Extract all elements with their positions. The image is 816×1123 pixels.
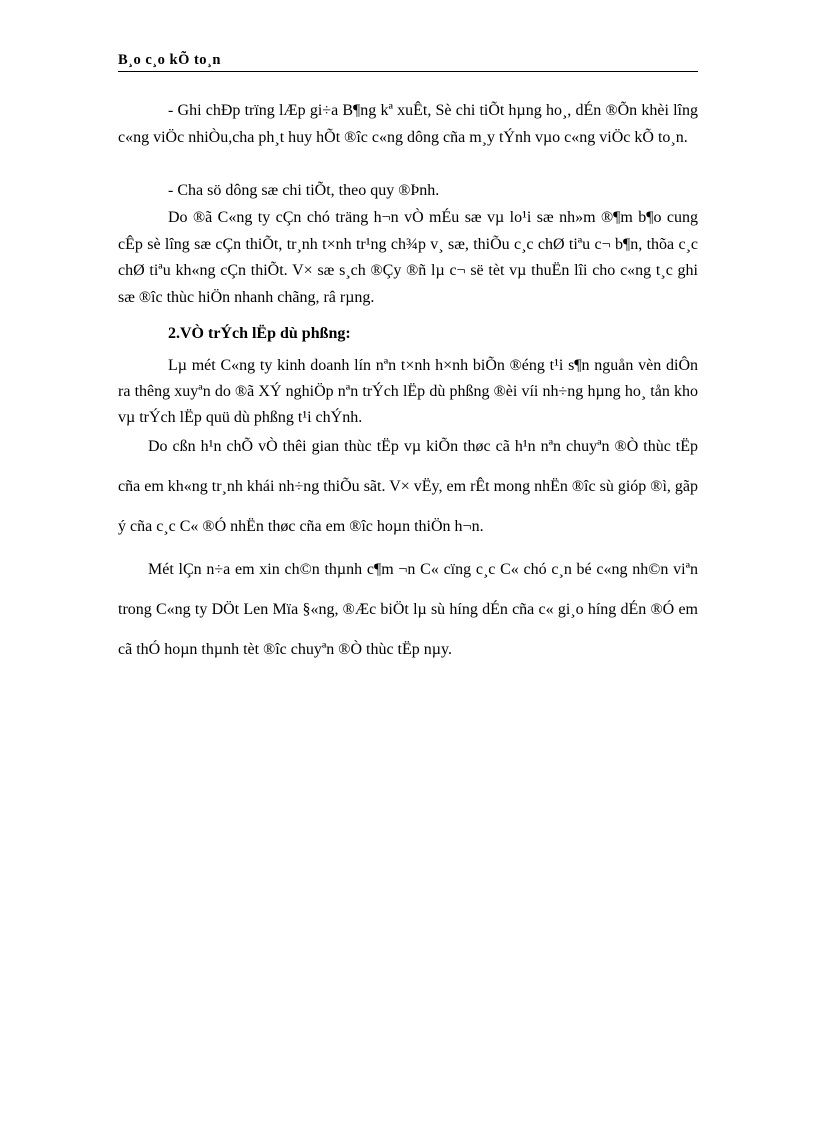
paragraph-detail-ledger: - Cha sö dông sæ chi tiÕt, theo quy ®Þnh. (168, 182, 440, 199)
header-divider (118, 71, 698, 72)
section-heading-provisions: 2.VÒ trÝch lËp dù phßng: (168, 325, 351, 342)
paragraph-limitations: Do cßn h¹n chÕ vÒ thêi gian thùc tËp vµ kiÕn thøc cã h¹n nªn chuyªn ®Ò thùc tËp cña em kh«ng tr¸nh khái nh÷ng thiÕu sãt. V× vËy, em rÊt mong nhËn ®îc sù gióp ®ì, gãp ý cña c¸c C« ®Ó nhËn thøc cña em ®îc hoµn thiÖn h¬n. (118, 438, 698, 535)
paragraph-ledger-forms: Do ®ã C«ng ty cÇn chó träng h¬n vÒ mÉu sæ vµ lo¹i sæ nh»m ®¶m b¶o cung cÊp sè lîng sæ cÇn thiÕt, tr¸nh t×nh tr¹ng ch¾p v¸ sæ, thiÕu c¸c chØ tiªu c¬ b¶n, thõa c¸c chØ tiªu kh«ng cÇn thiÕt. V× sæ s¸ch ®Çy ®ñ lµ c¬ së tèt vµ thuËn lîi cho c«ng t¸c ghi sæ ®îc thùc hiÖn nhanh chãng, râ rµng. (118, 209, 698, 306)
paragraph-duplicate-entries: - Ghi chÐp trïng lÆp gi÷a B¶ng kª xuÊt, Sè chi tiÕt hµng ho¸, dÉn ®Õn khèi lîng c«ng viÖc nhiÒu,cha ph¸t huy hÕt ®îc c«ng dông cña m¸y tÝnh vµo c«ng viÖc kÕ to¸n. (118, 102, 698, 146)
paragraph-provisions: Lµ mét C«ng ty kinh doanh lín nªn t×nh h×nh biÕn ®éng t¹i s¶n nguån vèn diÔn ra thêng xuyªn do ®ã XÝ nghiÖp nªn trÝch lËp dù phßng ®èi víi nh÷ng hµng ho¸ tån kho vµ trÝch lËp quü dù phßng t¹i chÝnh. (118, 357, 698, 426)
page-header-title: B¸o c¸o kÕ to¸n (118, 52, 221, 68)
paragraph-acknowledgement: Mét lÇn n÷a em xin ch©n thµnh c¶m ¬n C« cïng c¸c C« chó c¸n bé c«ng nh©n viªn trong C«ng ty DÖt Len Mïa §«ng, ®Æc biÖt lµ sù híng dÉn cña c« gi¸o híng dÉn ®Ó em cã thÓ hoµn thµnh tèt ®îc chuyªn ®Ò thùc tËp nµy. (118, 561, 698, 658)
